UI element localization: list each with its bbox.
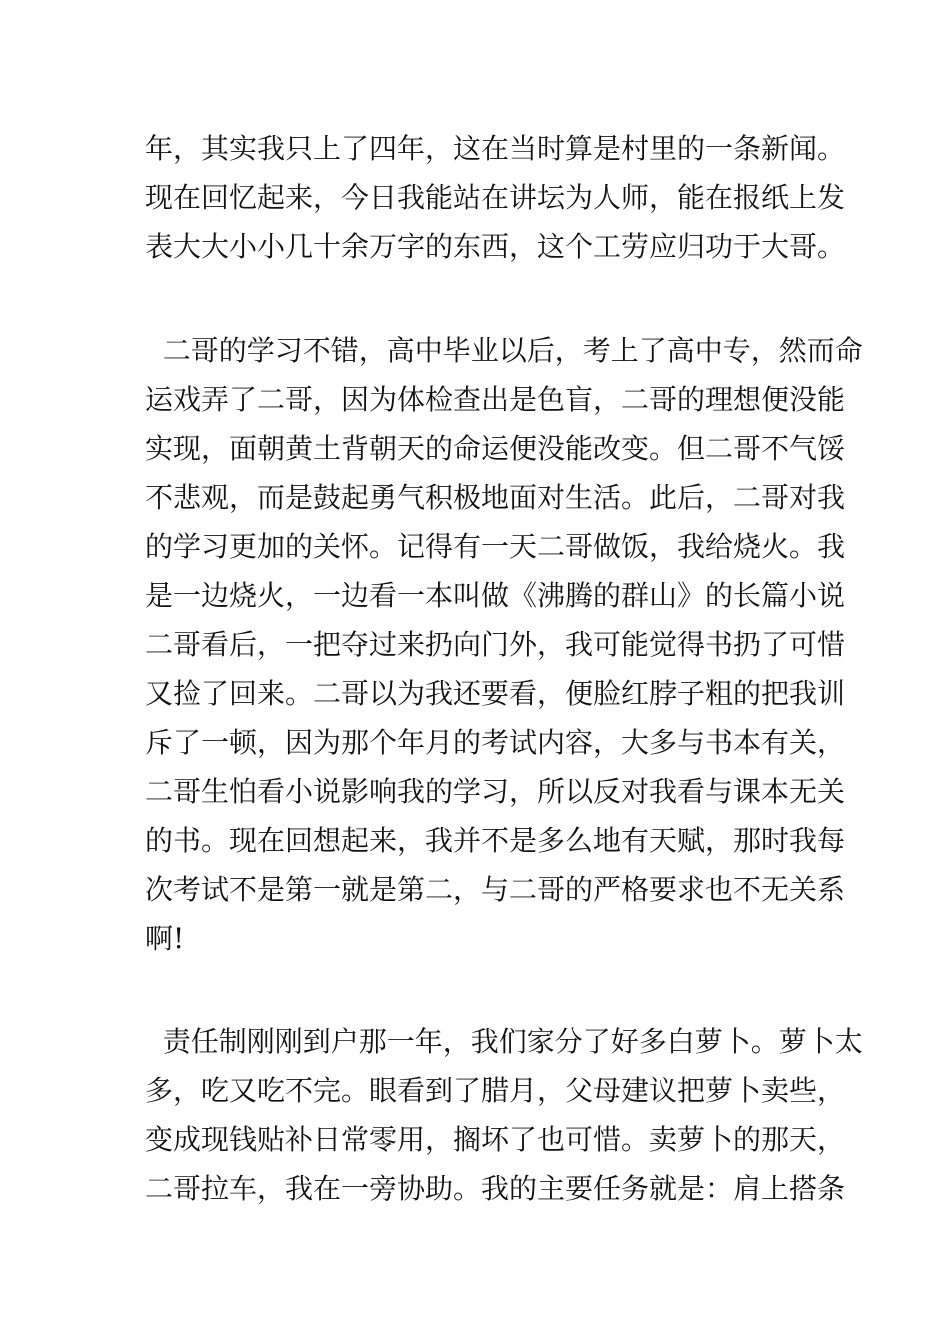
text-line: 不悲观，而是鼓起勇气积极地面对生活。此后，二哥对我 xyxy=(145,481,846,514)
text-line: 的书。现在回想起来，我并不是多么地有天赋，那时我每 xyxy=(145,824,846,857)
text-line: 责任制刚刚到户那一年，我们家分了好多白萝卜。萝卜太 xyxy=(145,1025,863,1058)
text-line: 二哥生怕看小说影响我的学习，所以反对我看与课本无关 xyxy=(145,775,846,808)
text-line: 运戏弄了二哥，因为体检查出是色盲，二哥的理想便没能 xyxy=(145,383,846,416)
text-line: 多，吃又吃不完。眼看到了腊月，父母建议把萝卜卖些， xyxy=(145,1074,846,1107)
text-line: 又捡了回来。二哥以为我还要看，便脸红脖子粗的把我训 xyxy=(145,677,846,710)
text-line: 实现，面朝黄土背朝天的命运便没能改变。但二哥不气馁 xyxy=(145,432,846,465)
paragraph-1 xyxy=(145,124,846,271)
paragraph-2 xyxy=(145,326,863,963)
text-line: 啊! xyxy=(145,922,185,955)
paragraph-3 xyxy=(145,1017,863,1213)
text-line: 二哥的学习不错，高中毕业以后，考上了高中专，然而命 xyxy=(145,334,863,367)
text-line: 次考试不是第一就是第二，与二哥的严格要求也不无关系 xyxy=(145,873,846,906)
text-line: 是一边烧火，一边看一本叫做《沸腾的群山》的长篇小说 xyxy=(145,579,846,612)
text-line: 的学习更加的关怀。记得有一天二哥做饭，我给烧火。我 xyxy=(145,530,846,563)
text-line: 年，其实我只上了四年，这在当时算是村里的一条新闻。 xyxy=(145,132,846,165)
text-line: 表大大小小几十余万字的东西，这个工劳应归功于大哥。 xyxy=(145,230,846,263)
text-line: 斥了一顿，因为那个年月的考试内容，大多与书本有关， xyxy=(145,726,846,759)
text-line: 二哥看后，一把夺过来扔向门外，我可能觉得书扔了可惜 xyxy=(145,628,846,661)
text-line: 现在回忆起来，今日我能站在讲坛为人师，能在报纸上发 xyxy=(145,181,846,214)
text-line: 变成现钱贴补日常零用，搁坏了也可惜。卖萝卜的那天， xyxy=(145,1123,846,1156)
text-line: 二哥拉车，我在一旁协助。我的主要任务就是：肩上搭条 xyxy=(145,1172,846,1205)
